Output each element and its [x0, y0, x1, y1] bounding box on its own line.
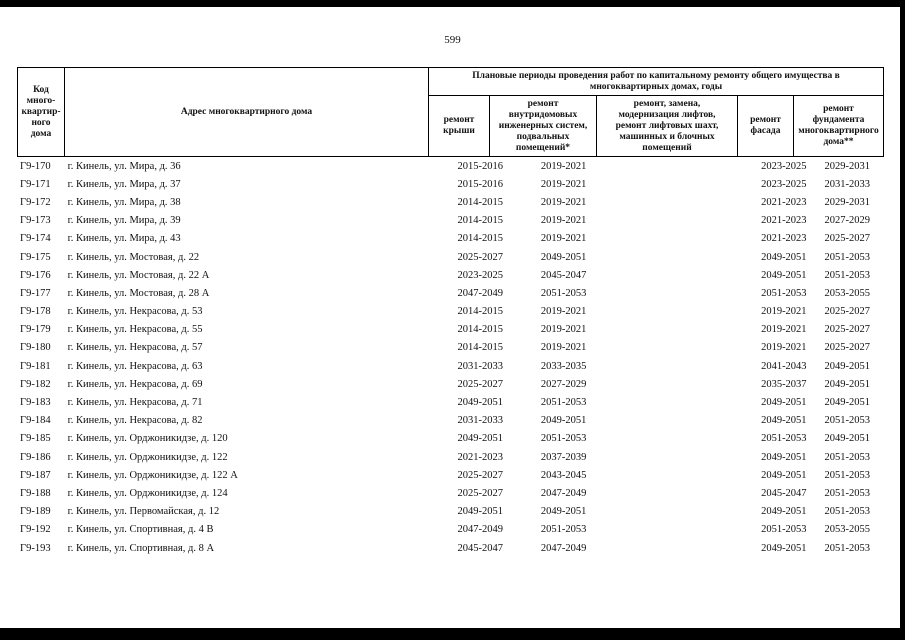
cell-code: Г9-178	[20, 306, 51, 318]
header-address-label: Адрес многоквартирного дома	[180, 106, 313, 117]
cell-foundation: 2049-2051	[824, 433, 871, 445]
cell-roof: 2014-2015	[457, 215, 504, 227]
cell-engineering: 2019-2021	[540, 233, 587, 245]
cell-roof: 2025-2027	[457, 251, 504, 263]
cell-roof: 2049-2051	[457, 506, 504, 518]
cell-engineering: 2027-2029	[540, 378, 587, 390]
cell-address: г. Кинель, ул. Некрасова, д. 57	[67, 342, 203, 354]
cell-foundation: 2029-2031	[824, 160, 871, 172]
cell-roof: 2049-2051	[457, 433, 504, 445]
cell-foundation: 2051-2053	[824, 542, 871, 554]
header-facade-label: ремонт фасада	[750, 115, 781, 136]
cell-facade: 2045-2047	[761, 487, 807, 499]
cell-code: Г9-171	[20, 178, 51, 190]
page-number: 599	[444, 34, 461, 46]
table-row	[17, 284, 884, 302]
cell-address: г. Кинель, ул. Мира, д. 36	[67, 160, 181, 172]
table-row	[17, 466, 884, 484]
cell-facade: 2019-2021	[761, 306, 807, 318]
cell-facade: 2049-2051	[761, 251, 807, 263]
table-row	[17, 230, 884, 248]
cell-facade: 2021-2023	[761, 215, 807, 227]
scan-border-top	[0, 0, 905, 7]
table-row	[17, 357, 884, 375]
cell-engineering: 2019-2021	[540, 196, 587, 208]
cell-roof: 2025-2027	[457, 487, 504, 499]
table-row	[17, 503, 884, 521]
table-row	[17, 175, 884, 193]
cell-address: г. Кинель, ул. Мостовая, д. 22 А	[67, 269, 210, 281]
cell-engineering: 2047-2049	[540, 542, 587, 554]
scan-border-bottom	[0, 628, 905, 640]
cell-engineering: 2019-2021	[540, 324, 587, 336]
cell-address: г. Кинель, ул. Орджоникидзе, д. 122 А	[67, 469, 238, 481]
table-row	[17, 521, 884, 539]
cell-code: Г9-188	[20, 487, 51, 499]
cell-roof: 2015-2016	[457, 178, 504, 190]
cell-code: Г9-170	[20, 160, 51, 172]
table-row	[17, 248, 884, 266]
table-body	[17, 157, 884, 557]
cell-facade: 2051-2053	[761, 524, 807, 536]
table-row	[17, 266, 884, 284]
cell-address: г. Кинель, ул. Некрасова, д. 55	[67, 324, 203, 336]
cell-code: Г9-172	[20, 196, 51, 208]
cell-facade: 2049-2051	[761, 397, 807, 409]
cell-code: Г9-183	[20, 397, 51, 409]
cell-code: Г9-173	[20, 215, 51, 227]
cell-engineering: 2019-2021	[540, 215, 587, 227]
cell-foundation: 2027-2029	[824, 215, 871, 227]
header-foundation	[793, 95, 884, 157]
cell-engineering: 2047-2049	[540, 487, 587, 499]
cell-address: г. Кинель, ул. Мира, д. 39	[67, 215, 181, 227]
cell-address: г. Кинель, ул. Некрасова, д. 53	[67, 306, 203, 318]
cell-engineering: 2019-2021	[540, 306, 587, 318]
cell-engineering: 2019-2021	[540, 160, 587, 172]
cell-code: Г9-175	[20, 251, 51, 263]
cell-facade: 2049-2051	[761, 469, 807, 481]
table-row	[17, 430, 884, 448]
header-engineering	[489, 95, 597, 157]
cell-facade: 2049-2051	[761, 451, 807, 463]
header-address	[64, 67, 429, 157]
cell-facade: 2019-2021	[761, 342, 807, 354]
cell-code: Г9-192	[20, 524, 51, 536]
cell-address: г. Кинель, ул. Некрасова, д. 82	[67, 415, 203, 427]
cell-engineering: 2051-2053	[540, 397, 587, 409]
cell-roof: 2014-2015	[457, 342, 504, 354]
cell-roof: 2031-2033	[457, 360, 504, 372]
cell-code: Г9-186	[20, 451, 51, 463]
cell-code: Г9-181	[20, 360, 51, 372]
table-row	[17, 193, 884, 211]
cell-facade: 2049-2051	[761, 415, 807, 427]
cell-address: г. Кинель, ул. Некрасова, д. 69	[67, 378, 203, 390]
cell-foundation: 2025-2027	[824, 342, 871, 354]
cell-address: г. Кинель, ул. Мира, д. 38	[67, 196, 181, 208]
cell-facade: 2049-2051	[761, 542, 807, 554]
cell-roof: 2031-2033	[457, 415, 504, 427]
cell-roof: 2014-2015	[457, 233, 504, 245]
header-facade	[737, 95, 794, 157]
cell-foundation: 2051-2053	[824, 506, 871, 518]
cell-foundation: 2029-2031	[824, 196, 871, 208]
table-row	[17, 321, 884, 339]
cell-address: г. Кинель, ул. Орджоникидзе, д. 120	[67, 433, 228, 445]
cell-engineering: 2043-2045	[540, 469, 587, 481]
cell-foundation: 2051-2053	[824, 269, 871, 281]
cell-code: Г9-177	[20, 287, 51, 299]
cell-facade: 2021-2023	[761, 233, 807, 245]
cell-roof: 2025-2027	[457, 469, 504, 481]
cell-address: г. Кинель, ул. Спортивная, д. 8 А	[67, 542, 215, 554]
header-code-label: Код много- квартир- ного дома	[21, 84, 61, 139]
cell-roof: 2047-2049	[457, 524, 504, 536]
cell-foundation: 2051-2053	[824, 415, 871, 427]
table-row	[17, 212, 884, 230]
cell-foundation: 2025-2027	[824, 324, 871, 336]
header-roof	[428, 95, 490, 157]
cell-address: г. Кинель, ул. Мира, д. 37	[67, 178, 181, 190]
cell-engineering: 2051-2053	[540, 433, 587, 445]
header-foundation-label: ремонт фундамента многоквартирного дома**	[798, 104, 879, 147]
cell-facade: 2049-2051	[761, 269, 807, 281]
cell-engineering: 2019-2021	[540, 178, 587, 190]
cell-foundation: 2053-2055	[824, 287, 871, 299]
cell-roof: 2014-2015	[457, 306, 504, 318]
cell-roof: 2047-2049	[457, 287, 504, 299]
cell-address: г. Кинель, ул. Некрасова, д. 71	[67, 397, 203, 409]
cell-address: г. Кинель, ул. Мостовая, д. 28 А	[67, 287, 210, 299]
cell-roof: 2045-2047	[457, 542, 504, 554]
cell-facade: 2049-2051	[761, 506, 807, 518]
cell-foundation: 2049-2051	[824, 378, 871, 390]
header-engineering-label: ремонт внутридомовых инженерных систем, подвальных помещений*	[498, 98, 588, 153]
cell-code: Г9-180	[20, 342, 51, 354]
table-row	[17, 448, 884, 466]
cell-roof: 2025-2027	[457, 378, 504, 390]
table-row	[17, 412, 884, 430]
cell-engineering: 2037-2039	[540, 451, 587, 463]
cell-code: Г9-185	[20, 433, 51, 445]
cell-roof: 2023-2025	[457, 269, 504, 281]
cell-address: г. Кинель, ул. Спортивная, д. 4 В	[67, 524, 214, 536]
cell-address: г. Кинель, ул. Орджоникидзе, д. 122	[67, 451, 228, 463]
cell-code: Г9-193	[20, 542, 51, 554]
header-lifts	[596, 95, 738, 157]
header-lifts-label: ремонт, замена, модернизация лифтов, ремонт лифтовых шахт, машинных и блочных помещений	[615, 98, 719, 153]
cell-roof: 2049-2051	[457, 397, 504, 409]
cell-engineering: 2019-2021	[540, 342, 587, 354]
table-row	[17, 484, 884, 502]
cell-code: Г9-176	[20, 269, 51, 281]
header-roof-label: ремонт крыши	[443, 115, 475, 136]
header-periods	[428, 67, 884, 96]
header-code	[17, 67, 65, 157]
cell-foundation: 2051-2053	[824, 469, 871, 481]
cell-roof: 2014-2015	[457, 324, 504, 336]
cell-code: Г9-187	[20, 469, 51, 481]
cell-code: Г9-184	[20, 415, 51, 427]
cell-foundation: 2025-2027	[824, 306, 871, 318]
table-row	[17, 393, 884, 411]
cell-foundation: 2053-2055	[824, 524, 871, 536]
cell-foundation: 2051-2053	[824, 451, 871, 463]
table-row	[17, 303, 884, 321]
table-row	[17, 157, 884, 175]
cell-code: Г9-182	[20, 378, 51, 390]
cell-address: г. Кинель, ул. Мира, д. 43	[67, 233, 181, 245]
cell-facade: 2051-2053	[761, 287, 807, 299]
cell-engineering: 2049-2051	[540, 415, 587, 427]
cell-engineering: 2045-2047	[540, 269, 587, 281]
cell-engineering: 2049-2051	[540, 251, 587, 263]
cell-facade: 2041-2043	[761, 360, 807, 372]
table-row	[17, 339, 884, 357]
cell-foundation: 2031-2033	[824, 178, 871, 190]
cell-foundation: 2051-2053	[824, 251, 871, 263]
cell-code: Г9-174	[20, 233, 51, 245]
cell-engineering: 2049-2051	[540, 506, 587, 518]
cell-facade: 2019-2021	[761, 324, 807, 336]
cell-foundation: 2049-2051	[824, 397, 871, 409]
cell-facade: 2035-2037	[761, 378, 807, 390]
cell-facade: 2023-2025	[761, 178, 807, 190]
cell-engineering: 2051-2053	[540, 524, 587, 536]
cell-facade: 2051-2053	[761, 433, 807, 445]
cell-roof: 2014-2015	[457, 196, 504, 208]
cell-foundation: 2051-2053	[824, 487, 871, 499]
cell-address: г. Кинель, ул. Орджоникидзе, д. 124	[67, 487, 228, 499]
cell-facade: 2023-2025	[761, 160, 807, 172]
cell-engineering: 2051-2053	[540, 287, 587, 299]
cell-engineering: 2033-2035	[540, 360, 587, 372]
cell-foundation: 2049-2051	[824, 360, 871, 372]
cell-code: Г9-179	[20, 324, 51, 336]
table-row	[17, 539, 884, 557]
cell-facade: 2021-2023	[761, 196, 807, 208]
scan-border-right	[900, 0, 905, 640]
cell-roof: 2015-2016	[457, 160, 504, 172]
header-periods-label: Плановые периоды проведения работ по капитальному ремонту общего имущества в многоквартирных домах, годы	[472, 70, 840, 92]
table-row	[17, 375, 884, 393]
cell-address: г. Кинель, ул. Мостовая, д. 22	[67, 251, 200, 263]
cell-roof: 2021-2023	[457, 451, 504, 463]
cell-foundation: 2025-2027	[824, 233, 871, 245]
cell-address: г. Кинель, ул. Некрасова, д. 63	[67, 360, 203, 372]
cell-code: Г9-189	[20, 506, 51, 518]
cell-address: г. Кинель, ул. Первомайская, д. 12	[67, 506, 220, 518]
